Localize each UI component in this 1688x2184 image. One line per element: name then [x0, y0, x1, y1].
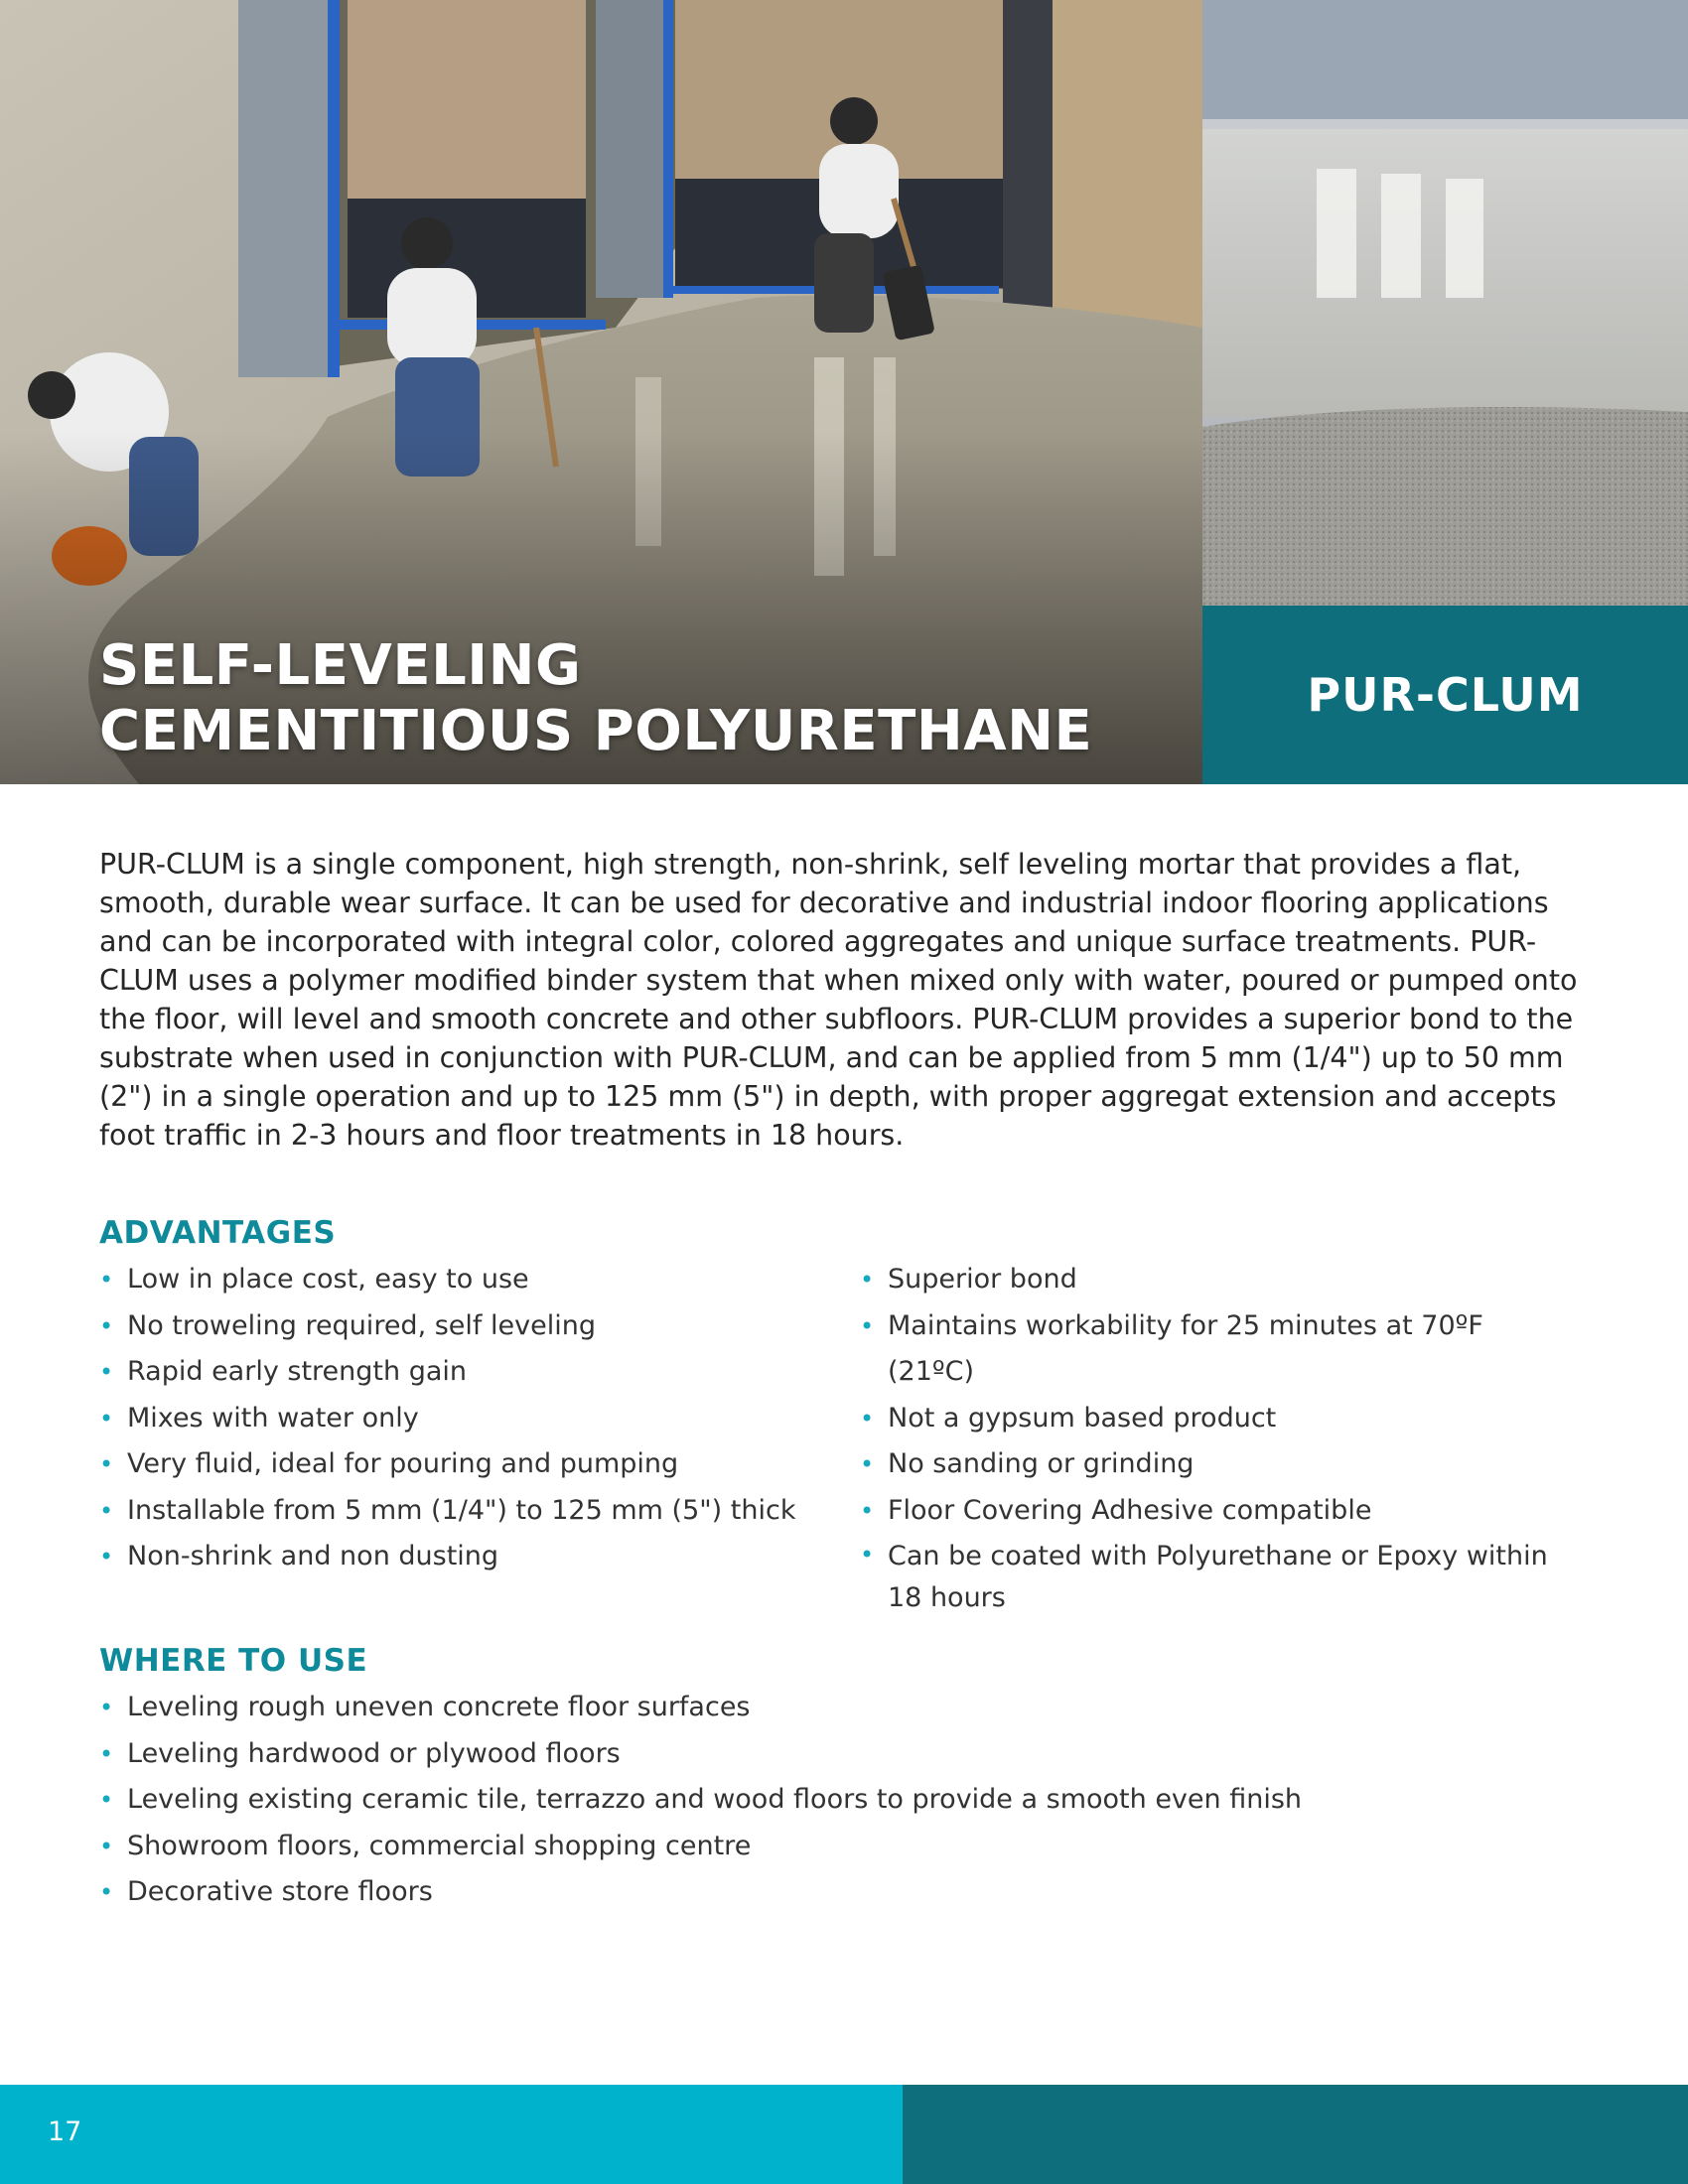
list-item: • Can be coated with Polyurethane or Epoxy within 18 hours: [860, 1534, 1555, 1619]
list-item: • No troweling required, self leveling: [99, 1303, 854, 1350]
hero-photo: [0, 0, 1202, 784]
bullet-icon: •: [860, 1311, 875, 1340]
list-item: • Not a gypsum based product: [860, 1396, 1555, 1442]
bullet-icon: •: [99, 1694, 114, 1721]
list-item: • Leveling rough uneven concrete floor surfaces: [99, 1685, 1589, 1731]
bullet-icon: •: [99, 1832, 114, 1860]
bullet-icon: •: [99, 1358, 114, 1386]
advantages-heading: ADVANTAGES: [99, 1215, 337, 1251]
finished-floor-illustration: [1202, 0, 1688, 606]
bullet-icon: •: [99, 1496, 114, 1525]
list-item: • Very fluid, ideal for pouring and pumping: [99, 1441, 854, 1488]
bullet-icon: •: [860, 1496, 875, 1525]
list-item: • Floor Covering Adhesive compatible: [860, 1488, 1555, 1535]
bullet-icon: •: [99, 1450, 114, 1478]
bullet-icon: •: [99, 1311, 114, 1340]
list-item: • No sanding or grinding: [860, 1441, 1555, 1488]
list-item: • Installable from 5 mm (1/4") to 125 mm (5") thick: [99, 1488, 854, 1535]
list-item: • Low in place cost, easy to use: [99, 1257, 854, 1303]
list-item: • Non-shrink and non dusting: [99, 1534, 854, 1580]
advantages-list-left: [99, 1257, 854, 1580]
list-item: • Showroom floors, commercial shopping centre: [99, 1824, 1589, 1870]
bullet-icon: •: [860, 1266, 875, 1294]
intro-paragraph: PUR-CLUM is a single component, high strength, non-shrink, self leveling mortar that provides a flat, smooth, durable wear surface. It can be used for decorative and industrial indoor flooring applications and can be incorporated with integral color, colored aggregates and unique surface treatments. PUR-CLUM uses a polymer modified binder system that when mixed only with water, poured or pumped onto the floor, will level and smooth concrete and other subfloors. PUR-CLUM provides a superior bond to the substrate when used in conjunction with PUR-CLUM, and can be applied from 5 mm (1/4") up to 50 mm (2") in a single operation and up to 125 mm (5") in depth, with proper aggregat extension and accepts foot traffic in 2-3 hours and floor treatments in 18 hours.: [99, 848, 1578, 1152]
list-item: • Maintains workability for 25 minutes at 70ºF (21ºC): [860, 1303, 1555, 1396]
list-item: • Superior bond: [860, 1257, 1555, 1303]
bullet-icon: •: [860, 1541, 875, 1569]
bullet-icon: •: [99, 1404, 114, 1433]
hero-title-line1: SELF-LEVELING: [99, 633, 582, 698]
hero-title-line2: CEMENTITIOUS POLYURETHANE: [99, 699, 1093, 763]
bullet-icon: •: [99, 1739, 114, 1768]
product-name-panel: [1202, 606, 1688, 784]
bullet-icon: •: [99, 1543, 114, 1570]
page-number: 17: [48, 2116, 82, 2147]
footer-bar-right: [903, 2085, 1688, 2184]
list-item: • Leveling existing ceramic tile, terrazzo and wood floors to provide a smooth even finish: [99, 1777, 1589, 1824]
bullet-icon: •: [99, 1878, 114, 1906]
list-item: • Mixes with water only: [99, 1396, 854, 1442]
bullet-icon: •: [860, 1404, 875, 1433]
product-name: PUR-CLUM: [1307, 668, 1584, 722]
advantages-list-right: [860, 1257, 1555, 1619]
bullet-icon: •: [860, 1450, 875, 1478]
finished-floor-photo: [1202, 0, 1688, 606]
footer-bar-left: [0, 2085, 903, 2184]
hero-title: [99, 633, 1092, 764]
list-item: • Leveling hardwood or plywood floors: [99, 1731, 1589, 1778]
list-item: • Rapid early strength gain: [99, 1349, 854, 1396]
bullet-icon: •: [99, 1266, 114, 1294]
where-to-use-list: [99, 1685, 1589, 1916]
where-to-use-heading: WHERE TO USE: [99, 1643, 368, 1679]
bullet-icon: •: [99, 1786, 114, 1814]
list-item: • Decorative store floors: [99, 1869, 1589, 1916]
